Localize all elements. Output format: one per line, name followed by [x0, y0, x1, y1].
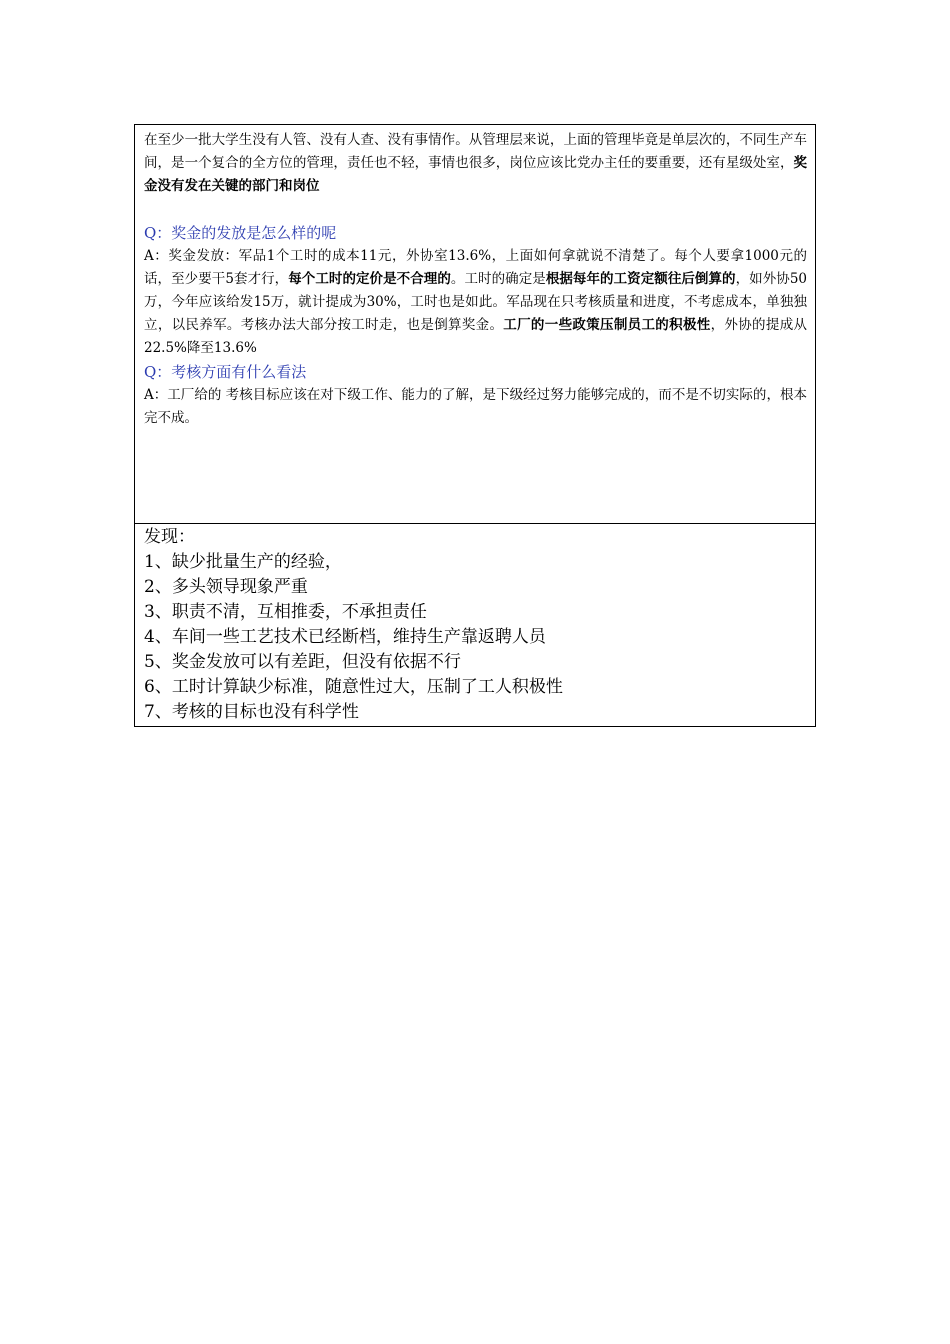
answer-bonus-text-1: A：奖金发放：军品1个工时的成本11元，外协室13.6%，上面如何拿就说不清楚了。每个人要拿1000元的话，至少要干5套才行，: [144, 248, 807, 287]
answer-assessment: A：工厂给的 考核目标应该在对下级工作、能力的了解，是下级经过努力能够完成的，而不是不切实际的，根本完不成。: [144, 387, 807, 426]
findings-heading: 发现：: [144, 527, 195, 547]
question-assessment: Q：考核方面有什么看法: [144, 363, 307, 381]
intro-text: 在至少一批大学生没有人管、没有人查、没有事情作。从管理层来说，上面的管理毕竟是单层次的，不同生产车间，是一个复合的全方位的管理，责任也不轻，事情也很多，岗位应该比党办主任的要重要，还有星级处室，: [144, 132, 807, 171]
finding-item: 3、职责不清，互相推委，不承担责任: [144, 602, 427, 622]
answer-bonus-text-3: ，如外协50万，今年应该给发15万，就计提成为30%，工时也是如此。军品现在只考核质量和进度，不考虑成本，单独独立，以民养军。考核办法大部分按工时走，也是倒算奖金。: [144, 271, 808, 333]
finding-item: 1、缺少批量生产的经验，: [144, 552, 342, 572]
finding-item: 7、考核的目标也没有科学性: [144, 702, 359, 722]
answer-bonus: [144, 245, 807, 360]
question-bonus: Q：奖金的发放是怎么样的呢: [144, 224, 337, 242]
answer-bonus-text-4: ，外协的提成从22.5%降至13.6%: [144, 317, 808, 356]
finding-item: 6、工时计算缺少标准，随意性过大，压制了工人积极性: [144, 677, 563, 697]
finding-item: 5、奖金发放可以有差距，但没有依据不行: [144, 652, 461, 672]
answer-bonus-emphasis-3: 工厂的一些政策压制员工的积极性: [503, 317, 711, 333]
answer-bonus-text-2: 。工时的确定是: [450, 271, 546, 287]
intro-paragraph: [144, 129, 807, 198]
answer-bonus-emphasis-1: 每个工时的定价是不合理的: [288, 271, 451, 287]
findings-cell: [135, 524, 815, 726]
interview-table: [134, 124, 816, 727]
finding-item: 4、车间一些工艺技术已经断档，维持生产靠返聘人员: [144, 627, 546, 647]
answer-bonus-emphasis-2: 根据每年的工资定额往后倒算的: [545, 271, 736, 287]
interview-notes-cell: [135, 125, 815, 524]
finding-item: 2、多头领导现象严重: [144, 577, 308, 597]
blank-line: [144, 198, 807, 221]
intro-emphasis: 奖金没有发在关键的部门和岗位: [144, 155, 807, 194]
